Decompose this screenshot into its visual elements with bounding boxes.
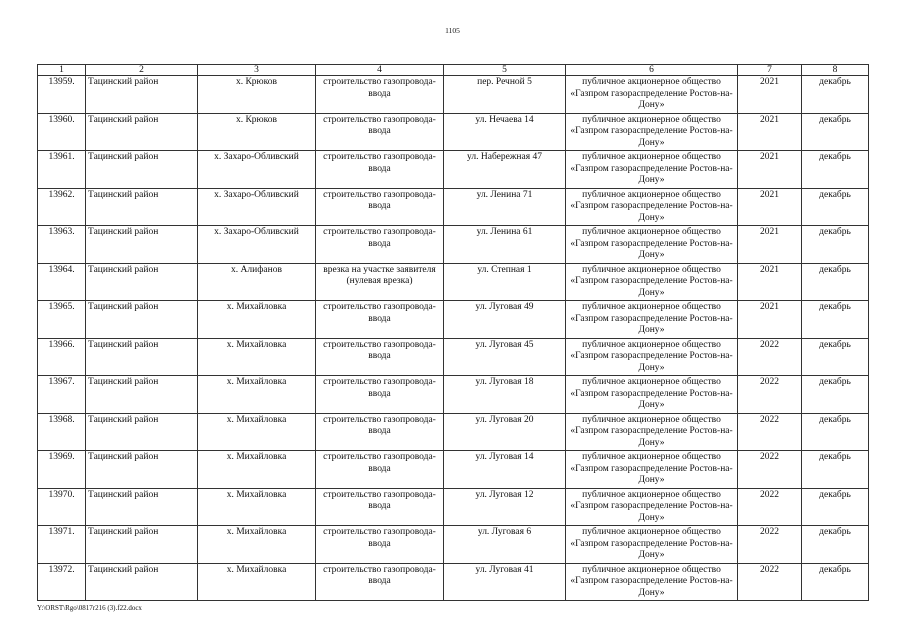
- district-cell: Тацинский район: [86, 376, 198, 414]
- table-row: [38, 151, 869, 189]
- column-header: 5: [444, 65, 566, 76]
- district-cell: Тацинский район: [86, 113, 198, 151]
- year-cell: 2021: [738, 301, 802, 339]
- settlement-cell: х. Алифанов: [198, 263, 316, 301]
- organization-cell: публичное акционерное общество «Газпром газораспределение Ростов-на-Дону»: [566, 338, 738, 376]
- work-type-cell: строительство газопровода-ввода: [316, 188, 444, 226]
- settlement-cell: х. Захаро-Обливский: [198, 188, 316, 226]
- work-type-cell: строительство газопровода-ввода: [316, 451, 444, 489]
- month-cell: декабрь: [802, 488, 869, 526]
- year-cell: 2022: [738, 413, 802, 451]
- month-cell: декабрь: [802, 376, 869, 414]
- address-cell: ул. Луговая 20: [444, 413, 566, 451]
- settlement-cell: х. Крюков: [198, 113, 316, 151]
- work-type-cell: строительство газопровода-ввода: [316, 338, 444, 376]
- row-number-cell: 13959.: [38, 76, 86, 114]
- month-cell: декабрь: [802, 451, 869, 489]
- organization-cell: публичное акционерное общество «Газпром газораспределение Ростов-на-Дону»: [566, 113, 738, 151]
- work-type-cell: строительство газопровода-ввода: [316, 413, 444, 451]
- district-cell: Тацинский район: [86, 76, 198, 114]
- address-cell: ул. Луговая 45: [444, 338, 566, 376]
- organization-cell: публичное акционерное общество «Газпром газораспределение Ростов-на-Дону»: [566, 151, 738, 189]
- work-type-cell: врезка на участке заявителя (нулевая врезка): [316, 263, 444, 301]
- year-cell: 2022: [738, 526, 802, 564]
- organization-cell: публичное акционерное общество «Газпром газораспределение Ростов-на-Дону»: [566, 376, 738, 414]
- organization-cell: публичное акционерное общество «Газпром газораспределение Ростов-на-Дону»: [566, 563, 738, 601]
- year-cell: 2022: [738, 563, 802, 601]
- row-number-cell: 13967.: [38, 376, 86, 414]
- table-row: [38, 451, 869, 489]
- month-cell: декабрь: [802, 301, 869, 339]
- month-cell: декабрь: [802, 151, 869, 189]
- address-cell: ул. Луговая 12: [444, 488, 566, 526]
- work-type-cell: строительство газопровода-ввода: [316, 563, 444, 601]
- settlement-cell: х. Михайловка: [198, 488, 316, 526]
- work-type-cell: строительство газопровода-ввода: [316, 151, 444, 189]
- month-cell: декабрь: [802, 526, 869, 564]
- settlement-cell: х. Михайловка: [198, 563, 316, 601]
- column-header: 8: [802, 65, 869, 76]
- table-row: [38, 113, 869, 151]
- address-cell: ул. Луговая 14: [444, 451, 566, 489]
- year-cell: 2021: [738, 76, 802, 114]
- row-number-cell: 13966.: [38, 338, 86, 376]
- settlement-cell: х. Михайловка: [198, 338, 316, 376]
- settlement-cell: х. Михайловка: [198, 301, 316, 339]
- district-cell: Тацинский район: [86, 301, 198, 339]
- district-cell: Тацинский район: [86, 413, 198, 451]
- district-cell: Тацинский район: [86, 563, 198, 601]
- organization-cell: публичное акционерное общество «Газпром газораспределение Ростов-на-Дону»: [566, 188, 738, 226]
- row-number-cell: 13965.: [38, 301, 86, 339]
- month-cell: декабрь: [802, 226, 869, 264]
- year-cell: 2022: [738, 488, 802, 526]
- month-cell: декабрь: [802, 338, 869, 376]
- work-type-cell: строительство газопровода-ввода: [316, 76, 444, 114]
- column-header: 2: [86, 65, 198, 76]
- year-cell: 2021: [738, 151, 802, 189]
- table-row: [38, 526, 869, 564]
- table-row: [38, 488, 869, 526]
- year-cell: 2022: [738, 376, 802, 414]
- month-cell: декабрь: [802, 76, 869, 114]
- file-path: Y:\ORST\Rgo\0817r216 (3).f22.docx: [37, 604, 142, 612]
- work-type-cell: строительство газопровода-ввода: [316, 488, 444, 526]
- work-type-cell: строительство газопровода-ввода: [316, 376, 444, 414]
- column-header: 7: [738, 65, 802, 76]
- address-cell: ул. Нечаева 14: [444, 113, 566, 151]
- month-cell: декабрь: [802, 263, 869, 301]
- address-cell: ул. Ленина 71: [444, 188, 566, 226]
- table-row: [38, 263, 869, 301]
- column-header: 1: [38, 65, 86, 76]
- district-cell: Тацинский район: [86, 488, 198, 526]
- organization-cell: публичное акционерное общество «Газпром газораспределение Ростов-на-Дону»: [566, 226, 738, 264]
- year-cell: 2021: [738, 226, 802, 264]
- work-type-cell: строительство газопровода-ввода: [316, 226, 444, 264]
- row-number-cell: 13961.: [38, 151, 86, 189]
- row-number-cell: 13972.: [38, 563, 86, 601]
- organization-cell: публичное акционерное общество «Газпром газораспределение Ростов-на-Дону»: [566, 451, 738, 489]
- month-cell: декабрь: [802, 113, 869, 151]
- address-cell: ул. Луговая 41: [444, 563, 566, 601]
- address-cell: ул. Набережная 47: [444, 151, 566, 189]
- table-body: [38, 76, 869, 601]
- year-cell: 2021: [738, 263, 802, 301]
- year-cell: 2021: [738, 113, 802, 151]
- organization-cell: публичное акционерное общество «Газпром газораспределение Ростов-на-Дону»: [566, 413, 738, 451]
- table-row: [38, 563, 869, 601]
- month-cell: декабрь: [802, 563, 869, 601]
- month-cell: декабрь: [802, 413, 869, 451]
- district-cell: Тацинский район: [86, 226, 198, 264]
- organization-cell: публичное акционерное общество «Газпром газораспределение Ростов-на-Дону»: [566, 301, 738, 339]
- table-row: [38, 338, 869, 376]
- address-cell: ул. Луговая 18: [444, 376, 566, 414]
- table-row: [38, 226, 869, 264]
- year-cell: 2022: [738, 338, 802, 376]
- address-cell: ул. Степная 1: [444, 263, 566, 301]
- organization-cell: публичное акционерное общество «Газпром газораспределение Ростов-на-Дону»: [566, 263, 738, 301]
- table-row: [38, 76, 869, 114]
- row-number-cell: 13969.: [38, 451, 86, 489]
- district-cell: Тацинский район: [86, 263, 198, 301]
- settlement-cell: х. Крюков: [198, 76, 316, 114]
- table-row: [38, 301, 869, 339]
- row-number-cell: 13962.: [38, 188, 86, 226]
- work-type-cell: строительство газопровода-ввода: [316, 113, 444, 151]
- work-type-cell: строительство газопровода-ввода: [316, 526, 444, 564]
- row-number-cell: 13971.: [38, 526, 86, 564]
- column-header: 4: [316, 65, 444, 76]
- settlement-cell: х. Михайловка: [198, 413, 316, 451]
- table-row: [38, 376, 869, 414]
- address-cell: ул. Луговая 49: [444, 301, 566, 339]
- year-cell: 2021: [738, 188, 802, 226]
- table-row: [38, 413, 869, 451]
- district-cell: Тацинский район: [86, 338, 198, 376]
- column-header: 3: [198, 65, 316, 76]
- year-cell: 2022: [738, 451, 802, 489]
- row-number-cell: 13970.: [38, 488, 86, 526]
- row-number-cell: 13963.: [38, 226, 86, 264]
- district-cell: Тацинский район: [86, 188, 198, 226]
- address-cell: ул. Ленина 61: [444, 226, 566, 264]
- row-number-cell: 13968.: [38, 413, 86, 451]
- address-cell: ул. Луговая 6: [444, 526, 566, 564]
- row-number-cell: 13960.: [38, 113, 86, 151]
- table-row: [38, 188, 869, 226]
- row-number-cell: 13964.: [38, 263, 86, 301]
- settlement-cell: х. Михайловка: [198, 451, 316, 489]
- page-number: 1105: [445, 26, 460, 35]
- header-row: [38, 65, 869, 76]
- settlement-cell: х. Захаро-Обливский: [198, 151, 316, 189]
- district-cell: Тацинский район: [86, 526, 198, 564]
- month-cell: декабрь: [802, 188, 869, 226]
- organization-cell: публичное акционерное общество «Газпром газораспределение Ростов-на-Дону»: [566, 488, 738, 526]
- organization-cell: публичное акционерное общество «Газпром газораспределение Ростов-на-Дону»: [566, 76, 738, 114]
- work-type-cell: строительство газопровода-ввода: [316, 301, 444, 339]
- settlement-cell: х. Захаро-Обливский: [198, 226, 316, 264]
- settlement-cell: х. Михайловка: [198, 376, 316, 414]
- district-cell: Тацинский район: [86, 451, 198, 489]
- organization-cell: публичное акционерное общество «Газпром газораспределение Ростов-на-Дону»: [566, 526, 738, 564]
- data-table: [37, 64, 869, 601]
- column-header: 6: [566, 65, 738, 76]
- settlement-cell: х. Михайловка: [198, 526, 316, 564]
- district-cell: Тацинский район: [86, 151, 198, 189]
- address-cell: пер. Речной 5: [444, 76, 566, 114]
